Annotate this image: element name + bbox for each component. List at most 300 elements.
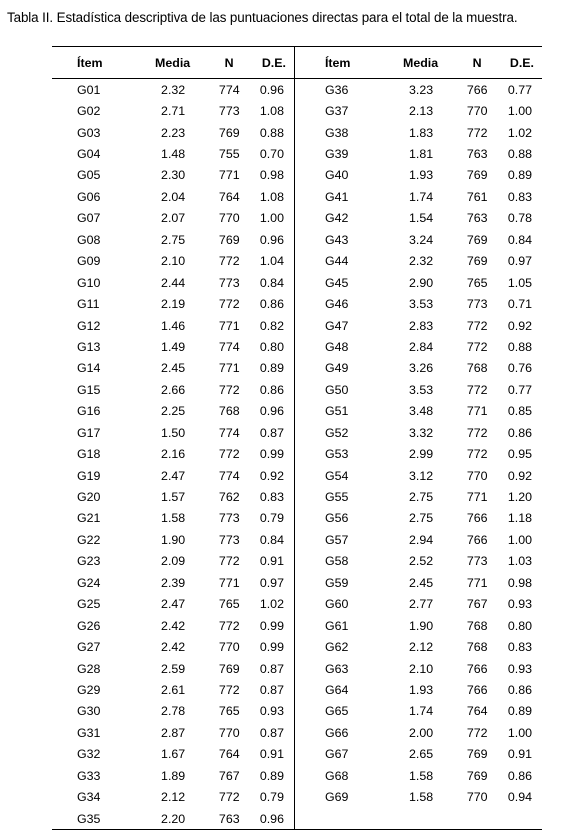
right-item-cell: G39: [294, 143, 379, 164]
left-de-cell: 0.83: [259, 490, 284, 505]
right-de-cell: 0.89: [507, 704, 532, 719]
left-item-cell: G22: [77, 532, 101, 547]
left-n-cell: 769: [218, 232, 240, 247]
right-media-cell: 2.77: [409, 597, 434, 612]
right-de-cell: 0.86: [507, 425, 532, 440]
right-item-cell: G47: [294, 315, 379, 336]
left-media-cell: 2.47: [161, 468, 186, 483]
left-media-cell: 2.44: [161, 275, 186, 290]
left-n-cell: 762: [218, 490, 240, 505]
right-item-cell: G54: [294, 465, 379, 486]
statistics-table: [52, 46, 542, 830]
right-de-cell: 0.76: [507, 361, 532, 376]
right-media-cell: 2.94: [409, 532, 434, 547]
right-media-cell: 1.90: [409, 618, 434, 633]
left-media-cell: 2.19: [161, 297, 186, 312]
header-de: D.E.: [242, 47, 295, 79]
left-media-cell: 2.87: [161, 725, 186, 740]
right-de-cell: 0.93: [507, 597, 532, 612]
right-n-cell: 772: [466, 447, 488, 462]
right-item-cell: G51: [294, 401, 379, 422]
left-media-cell: 1.49: [161, 339, 186, 354]
right-media-cell: 3.48: [409, 404, 434, 419]
left-n-cell: 771: [218, 318, 240, 333]
right-de-cell: 0.93: [507, 661, 532, 676]
left-media-cell: 2.25: [161, 404, 186, 419]
left-media-cell: 1.57: [161, 490, 186, 505]
header-item: Ítem: [52, 47, 132, 79]
left-media-cell: 2.10: [161, 254, 186, 269]
right-media-cell: 2.65: [409, 747, 434, 762]
right-n-cell: 772: [466, 382, 488, 397]
table-row: [52, 679, 542, 700]
table-row: [52, 701, 542, 722]
left-de-cell: 0.86: [259, 297, 284, 312]
right-item-cell: G60: [294, 594, 379, 615]
table-row: [52, 100, 542, 121]
left-media-cell: 2.61: [161, 682, 186, 697]
left-media-cell: 2.42: [161, 640, 186, 655]
left-n-cell: 773: [218, 532, 240, 547]
right-item-cell: [294, 808, 379, 830]
left-n-cell: 755: [218, 147, 240, 162]
right-n-cell: 761: [466, 189, 488, 204]
right-item-cell: G67: [294, 744, 379, 765]
right-de-cell: 0.88: [507, 339, 532, 354]
table-row: [52, 122, 542, 143]
left-de-cell: 0.79: [259, 790, 284, 805]
right-de-cell: 1.00: [507, 725, 532, 740]
left-de-cell: 0.80: [259, 339, 284, 354]
left-item-cell: G15: [77, 382, 101, 397]
table-row: [52, 572, 542, 593]
left-media-cell: 2.12: [161, 790, 186, 805]
left-item-cell: G25: [77, 597, 101, 612]
table-row: [52, 293, 542, 314]
left-de-cell: 0.89: [259, 768, 284, 783]
right-de-cell: 1.20: [507, 490, 532, 505]
right-media-cell: 3.53: [409, 297, 434, 312]
table-row: [52, 636, 542, 657]
left-media-cell: 2.09: [161, 554, 186, 569]
left-n-cell: 772: [218, 254, 240, 269]
left-item-cell: G28: [77, 661, 101, 676]
right-n-cell: 769: [466, 768, 488, 783]
table-row: [52, 508, 542, 529]
left-item-cell: G30: [77, 704, 101, 719]
left-item-cell: G08: [77, 232, 101, 247]
right-de-cell: 0.71: [507, 297, 532, 312]
table-row: [52, 722, 542, 743]
left-n-cell: 772: [218, 382, 240, 397]
left-de-cell: 0.96: [242, 808, 295, 830]
left-n-cell: 769: [218, 125, 240, 140]
right-n-cell: 771: [466, 575, 488, 590]
table-row: [52, 272, 542, 293]
left-n-cell: 774: [218, 339, 240, 354]
left-media-cell: 2.66: [161, 382, 186, 397]
left-de-cell: 0.91: [259, 554, 284, 569]
right-de-cell: 0.84: [507, 232, 532, 247]
left-de-cell: 0.89: [259, 361, 284, 376]
right-de-cell: [490, 808, 542, 830]
left-media-cell: 2.39: [161, 575, 186, 590]
right-de-cell: 0.86: [507, 768, 532, 783]
right-de-cell: 0.91: [507, 747, 532, 762]
right-media-cell: 1.74: [409, 189, 434, 204]
right-item-cell: G53: [294, 443, 379, 464]
right-n-cell: 768: [466, 618, 488, 633]
right-n-cell: [443, 808, 489, 830]
left-media-cell: 2.45: [161, 361, 186, 376]
left-item-cell: G05: [77, 168, 101, 183]
left-n-cell: 765: [218, 704, 240, 719]
left-de-cell: 1.04: [259, 254, 284, 269]
left-media-cell: 2.71: [161, 104, 186, 119]
left-n-cell: 773: [218, 511, 240, 526]
right-media-cell: 2.90: [409, 275, 434, 290]
right-item-cell: G52: [294, 422, 379, 443]
table-row: [52, 422, 542, 443]
left-n-cell: 763: [195, 808, 241, 830]
right-item-cell: G36: [294, 79, 379, 101]
right-media-cell: [380, 808, 444, 830]
left-n-cell: 772: [218, 618, 240, 633]
right-de-cell: 0.92: [507, 318, 532, 333]
left-de-cell: 0.99: [259, 618, 284, 633]
right-item-cell: G65: [294, 701, 379, 722]
left-media-cell: 2.78: [161, 704, 186, 719]
left-item-cell: G23: [77, 554, 101, 569]
right-item-cell: G57: [294, 529, 379, 550]
right-de-cell: 0.88: [507, 147, 532, 162]
right-item-cell: G41: [294, 186, 379, 207]
right-n-cell: 768: [466, 361, 488, 376]
left-n-cell: 764: [218, 747, 240, 762]
left-de-cell: 1.08: [259, 104, 284, 119]
left-de-cell: 0.91: [259, 747, 284, 762]
left-n-cell: 770: [218, 725, 240, 740]
right-media-cell: 1.81: [409, 147, 434, 162]
table-row: [52, 401, 542, 422]
right-de-cell: 0.97: [507, 254, 532, 269]
table-row: [52, 379, 542, 400]
left-item-cell: G06: [77, 189, 101, 204]
right-n-cell: 770: [466, 104, 488, 119]
left-media-cell: 1.48: [161, 147, 186, 162]
right-media-cell: 1.93: [409, 682, 434, 697]
right-n-cell: 771: [466, 490, 488, 505]
right-item-cell: G59: [294, 572, 379, 593]
left-de-cell: 0.92: [259, 468, 284, 483]
right-item-cell: G43: [294, 229, 379, 250]
left-item-cell: G26: [77, 618, 101, 633]
left-de-cell: 0.97: [259, 575, 284, 590]
right-n-cell: 772: [466, 318, 488, 333]
right-media-cell: 1.58: [409, 768, 434, 783]
left-n-cell: 773: [218, 104, 240, 119]
left-de-cell: 0.93: [259, 704, 284, 719]
header-de-right: D.E.: [490, 47, 542, 79]
left-n-cell: 772: [218, 297, 240, 312]
right-item-cell: G69: [294, 786, 379, 807]
right-media-cell: 3.53: [409, 382, 434, 397]
left-media-cell: 1.58: [161, 511, 186, 526]
left-media-cell: 2.42: [161, 618, 186, 633]
right-item-cell: G49: [294, 358, 379, 379]
left-de-cell: 0.96: [259, 82, 284, 97]
left-n-cell: 769: [218, 661, 240, 676]
right-n-cell: 769: [466, 168, 488, 183]
right-n-cell: 766: [466, 661, 488, 676]
right-n-cell: 763: [466, 147, 488, 162]
right-n-cell: 773: [466, 297, 488, 312]
left-de-cell: 0.96: [259, 232, 284, 247]
right-n-cell: 773: [466, 554, 488, 569]
right-n-cell: 772: [466, 125, 488, 140]
left-n-cell: 764: [218, 189, 240, 204]
right-item-cell: G64: [294, 679, 379, 700]
right-de-cell: 0.89: [507, 168, 532, 183]
table-row: [52, 786, 542, 807]
left-n-cell: 773: [218, 275, 240, 290]
right-media-cell: 1.74: [409, 704, 434, 719]
left-de-cell: 0.84: [259, 532, 284, 547]
right-de-cell: 0.92: [507, 468, 532, 483]
table-row: [52, 208, 542, 229]
table-row: [52, 465, 542, 486]
left-n-cell: 771: [218, 575, 240, 590]
table-row: [52, 658, 542, 679]
right-de-cell: 0.86: [507, 682, 532, 697]
header-item-right: Ítem: [294, 47, 379, 79]
right-media-cell: 2.00: [409, 725, 434, 740]
table-body: [52, 79, 542, 830]
left-media-cell: 2.07: [161, 211, 186, 226]
right-item-cell: G46: [294, 293, 379, 314]
left-item-cell: G33: [77, 768, 101, 783]
left-media-cell: 2.04: [161, 189, 186, 204]
right-n-cell: 769: [466, 254, 488, 269]
table-row: [52, 744, 542, 765]
table-row: [52, 165, 542, 186]
left-de-cell: 0.87: [259, 725, 284, 740]
left-media-cell: 1.89: [161, 768, 186, 783]
right-item-cell: G50: [294, 379, 379, 400]
left-item-cell: G12: [77, 318, 101, 333]
left-item-cell: G27: [77, 640, 101, 655]
right-de-cell: 0.83: [507, 189, 532, 204]
right-de-cell: 0.77: [507, 382, 532, 397]
right-item-cell: G58: [294, 551, 379, 572]
left-de-cell: 0.82: [259, 318, 284, 333]
right-n-cell: 767: [466, 597, 488, 612]
right-n-cell: 772: [466, 339, 488, 354]
left-de-cell: 0.98: [259, 168, 284, 183]
left-media-cell: 2.23: [161, 125, 186, 140]
right-media-cell: 3.12: [409, 468, 434, 483]
right-n-cell: 766: [466, 532, 488, 547]
right-item-cell: G56: [294, 508, 379, 529]
right-n-cell: 771: [466, 404, 488, 419]
right-n-cell: 766: [466, 682, 488, 697]
left-item-cell: G03: [77, 125, 101, 140]
right-media-cell: 3.23: [409, 82, 434, 97]
right-item-cell: G61: [294, 615, 379, 636]
table-row: [52, 765, 542, 786]
left-de-cell: 1.08: [259, 189, 284, 204]
right-de-cell: 0.80: [507, 618, 532, 633]
left-item-cell: G20: [77, 490, 101, 505]
left-n-cell: 770: [218, 640, 240, 655]
left-media-cell: 2.20: [132, 808, 196, 830]
table-row: [52, 186, 542, 207]
right-de-cell: 0.83: [507, 640, 532, 655]
left-media-cell: 2.32: [161, 82, 186, 97]
left-de-cell: 0.70: [259, 147, 284, 162]
right-n-cell: 769: [466, 747, 488, 762]
right-item-cell: G62: [294, 636, 379, 657]
left-n-cell: 771: [218, 168, 240, 183]
right-n-cell: 763: [466, 211, 488, 226]
left-media-cell: 1.67: [161, 747, 186, 762]
right-media-cell: 2.12: [409, 640, 434, 655]
left-item-cell: G14: [77, 361, 101, 376]
right-de-cell: 1.05: [507, 275, 532, 290]
left-item-cell: G17: [77, 425, 101, 440]
table-row: [52, 358, 542, 379]
left-de-cell: 0.79: [259, 511, 284, 526]
right-de-cell: 0.85: [507, 404, 532, 419]
right-media-cell: 2.75: [409, 511, 434, 526]
left-item-cell: G35: [52, 808, 132, 830]
right-item-cell: G63: [294, 658, 379, 679]
right-item-cell: G48: [294, 336, 379, 357]
left-media-cell: 2.47: [161, 597, 186, 612]
left-media-cell: 2.75: [161, 232, 186, 247]
left-item-cell: G04: [77, 147, 101, 162]
left-item-cell: G10: [77, 275, 101, 290]
right-de-cell: 0.77: [507, 82, 532, 97]
right-de-cell: 1.18: [507, 511, 532, 526]
right-media-cell: 1.58: [409, 790, 434, 805]
left-n-cell: 771: [218, 361, 240, 376]
right-de-cell: 1.03: [507, 554, 532, 569]
left-item-cell: G29: [77, 682, 101, 697]
left-media-cell: 1.46: [161, 318, 186, 333]
left-de-cell: 0.87: [259, 661, 284, 676]
left-de-cell: 1.02: [259, 597, 284, 612]
right-media-cell: 2.75: [409, 490, 434, 505]
left-item-cell: G31: [77, 725, 101, 740]
left-item-cell: G07: [77, 211, 101, 226]
left-n-cell: 774: [218, 468, 240, 483]
left-n-cell: 772: [218, 554, 240, 569]
left-de-cell: 0.84: [259, 275, 284, 290]
left-item-cell: G18: [77, 447, 101, 462]
right-de-cell: 1.02: [507, 125, 532, 140]
right-media-cell: 3.32: [409, 425, 434, 440]
right-item-cell: G55: [294, 486, 379, 507]
table-header-row: [52, 47, 542, 79]
left-item-cell: G16: [77, 404, 101, 419]
right-n-cell: 764: [466, 704, 488, 719]
left-media-cell: 2.30: [161, 168, 186, 183]
right-de-cell: 1.00: [507, 532, 532, 547]
right-n-cell: 769: [466, 232, 488, 247]
left-de-cell: 0.99: [259, 447, 284, 462]
header-media-right: Media: [380, 47, 444, 79]
left-item-cell: G09: [77, 254, 101, 269]
table-row: [52, 143, 542, 164]
left-item-cell: G24: [77, 575, 101, 590]
right-item-cell: G68: [294, 765, 379, 786]
header-n-right: N: [443, 47, 489, 79]
right-n-cell: 768: [466, 640, 488, 655]
right-de-cell: 0.98: [507, 575, 532, 590]
left-item-cell: G19: [77, 468, 101, 483]
left-n-cell: 772: [218, 682, 240, 697]
table-row: [52, 443, 542, 464]
right-media-cell: 2.52: [409, 554, 434, 569]
table-row: [52, 251, 542, 272]
table-row: [52, 336, 542, 357]
right-media-cell: 2.84: [409, 339, 434, 354]
right-item-cell: G66: [294, 722, 379, 743]
table-row: [52, 79, 542, 101]
right-n-cell: 770: [466, 468, 488, 483]
right-n-cell: 765: [466, 275, 488, 290]
left-n-cell: 774: [218, 82, 240, 97]
left-item-cell: G02: [77, 104, 101, 119]
right-n-cell: 766: [466, 511, 488, 526]
right-n-cell: 770: [466, 790, 488, 805]
right-de-cell: 0.78: [507, 211, 532, 226]
table-row: [52, 529, 542, 550]
right-item-cell: G44: [294, 251, 379, 272]
left-media-cell: 2.16: [161, 447, 186, 462]
left-de-cell: 0.87: [259, 425, 284, 440]
left-n-cell: 772: [218, 790, 240, 805]
left-n-cell: 772: [218, 447, 240, 462]
left-item-cell: G34: [77, 790, 101, 805]
left-item-cell: G32: [77, 747, 101, 762]
left-item-cell: G13: [77, 339, 101, 354]
table-row: [52, 551, 542, 572]
right-item-cell: G40: [294, 165, 379, 186]
table-caption: Tabla II. Estadística descriptiva de las puntuaciones directas para el total de la muestra.: [7, 10, 518, 25]
table-row: [52, 615, 542, 636]
left-item-cell: G11: [77, 297, 100, 312]
right-media-cell: 2.32: [409, 254, 434, 269]
left-de-cell: 1.00: [259, 211, 284, 226]
right-de-cell: 0.95: [507, 447, 532, 462]
left-media-cell: 1.50: [161, 425, 186, 440]
left-n-cell: 765: [218, 597, 240, 612]
right-item-cell: G45: [294, 272, 379, 293]
table-row: [52, 229, 542, 250]
right-media-cell: 1.93: [409, 168, 434, 183]
left-n-cell: 767: [218, 768, 240, 783]
right-media-cell: 2.45: [409, 575, 434, 590]
left-media-cell: 2.59: [161, 661, 186, 676]
right-item-cell: G37: [294, 100, 379, 121]
right-media-cell: 2.99: [409, 447, 434, 462]
left-item-cell: G21: [77, 511, 101, 526]
left-de-cell: 0.87: [259, 682, 284, 697]
table-row: [52, 594, 542, 615]
left-n-cell: 770: [218, 211, 240, 226]
